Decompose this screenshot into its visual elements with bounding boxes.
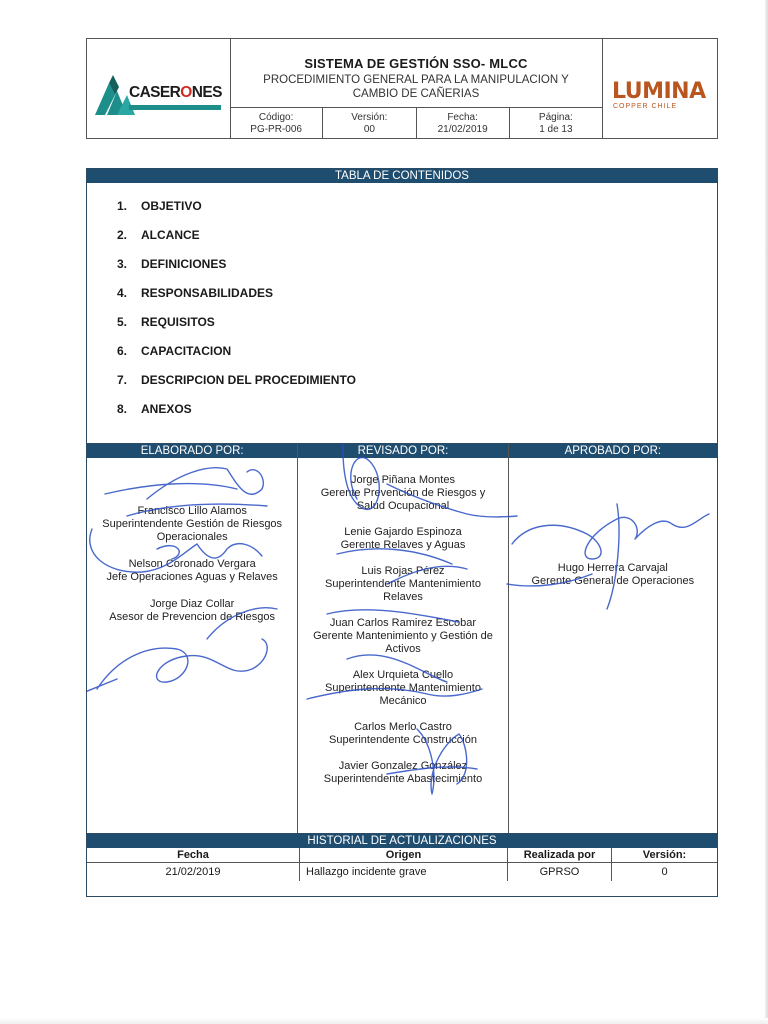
history-table bbox=[87, 848, 717, 881]
toc-item: 1. OBJETIVO bbox=[117, 199, 202, 213]
approval-signatures bbox=[86, 443, 718, 840]
revisado-column bbox=[298, 444, 508, 839]
document-system-title: SISTEMA DE GESTIÓN SSO- MLCC bbox=[304, 56, 528, 71]
history-cell-version: 0 bbox=[661, 866, 668, 878]
meta-date: Fecha: 21/02/2019 bbox=[417, 108, 510, 139]
toc-list bbox=[117, 199, 356, 431]
history-cell-realizada: GPRSO bbox=[508, 863, 612, 882]
signatory: Carlos Merlo Castro Superintendente Construcción bbox=[329, 721, 477, 746]
page-bottom-edge bbox=[0, 1018, 768, 1024]
signatory: Nelson Coronado Vergara Jefe Operaciones Aguas y Relaves bbox=[106, 558, 278, 583]
elaborado-heading: ELABORADO POR: bbox=[87, 444, 297, 458]
signatory: Luis Rojas Pérez Superintendente Mantenimiento Relaves bbox=[325, 565, 481, 603]
aprobado-list bbox=[509, 562, 717, 601]
revisado-heading: REVISADO POR: bbox=[298, 444, 507, 458]
table-row bbox=[87, 863, 717, 882]
document-meta-row bbox=[230, 107, 602, 139]
signatory: Francisco Lillo Alamos Superintendente Gestión de Riesgos Operacionales bbox=[102, 505, 283, 543]
history-col-realizada: Realizada por bbox=[508, 848, 612, 863]
lumina-subtitle: COPPER CHILE bbox=[613, 103, 678, 110]
signatory: Lenie Gajardo Espinoza Gerente Relaves y Aguas bbox=[340, 526, 466, 551]
signatory: Juan Carlos Ramirez Escobar Gerente Mantenimiento y Gestión de Activos bbox=[313, 617, 493, 655]
lumina-wordmark: LUMINA bbox=[612, 79, 706, 104]
meta-page: Página: 1 de 13 bbox=[538, 111, 573, 135]
meta-code: Código: PG-PR-006 bbox=[230, 108, 323, 139]
lumina-logo bbox=[602, 39, 718, 138]
history-heading: HISTORIAL DE ACTUALIZACIONES bbox=[87, 834, 717, 848]
toc-item: 7. DESCRIPCION DEL PROCEDIMIENTO bbox=[117, 373, 356, 387]
toc-item: 4. RESPONSABILIDADES bbox=[117, 286, 274, 300]
history-col-version: Versión: bbox=[612, 848, 718, 863]
aprobado-column bbox=[509, 444, 717, 839]
toc-item: 2. ALCANCE bbox=[117, 228, 200, 242]
history-cell-fecha: 21/02/2019 bbox=[87, 863, 300, 882]
toc-item: 6. CAPACITACION bbox=[117, 344, 232, 358]
toc-item: 3. DEFINICIONES bbox=[117, 257, 227, 271]
elaborado-list bbox=[87, 505, 297, 637]
table-of-contents bbox=[86, 168, 718, 444]
signatory: Alex Urquieta Cuello Superintendente Mantenimiento Mecánico bbox=[325, 669, 481, 707]
caserones-wordmark: CASERONES bbox=[129, 84, 222, 101]
history-cell-origen: Hallazgo incidente grave bbox=[300, 863, 508, 882]
caserones-logo bbox=[87, 39, 231, 138]
signatory: Jorge Diaz Collar Asesor de Prevencion de Riesgos bbox=[109, 598, 276, 623]
meta-version: Versión: 00 bbox=[323, 108, 416, 139]
document-header bbox=[86, 38, 718, 139]
procedure-title: PROCEDIMIENTO GENERAL PARA LA MANIPULACION Y CAMBIO DE CAÑERIAS bbox=[263, 74, 569, 100]
aprobado-heading: APROBADO POR: bbox=[509, 444, 717, 458]
signatory: Javier Gonzalez González Superintendente Abastecimiento bbox=[323, 760, 483, 785]
header-center bbox=[230, 39, 602, 138]
history-col-origen: Origen bbox=[300, 848, 508, 863]
toc-item: 8. ANEXOS bbox=[117, 402, 192, 416]
history-col-fecha: Fecha bbox=[87, 848, 300, 863]
signatory: Jorge Piñana Montes Gerente Prevención de Riesgos y Salud Ocupacional bbox=[320, 474, 486, 512]
toc-heading: TABLA DE CONTENIDOS bbox=[87, 169, 717, 183]
elaborado-column bbox=[87, 444, 298, 839]
revisado-list bbox=[298, 474, 507, 799]
signatory: Hugo Herrera Carvajal Gerente General de Operaciones bbox=[531, 562, 695, 587]
caserones-tagline-bar bbox=[129, 105, 221, 110]
update-history bbox=[86, 833, 718, 897]
toc-item: 5. REQUISITOS bbox=[117, 315, 215, 329]
